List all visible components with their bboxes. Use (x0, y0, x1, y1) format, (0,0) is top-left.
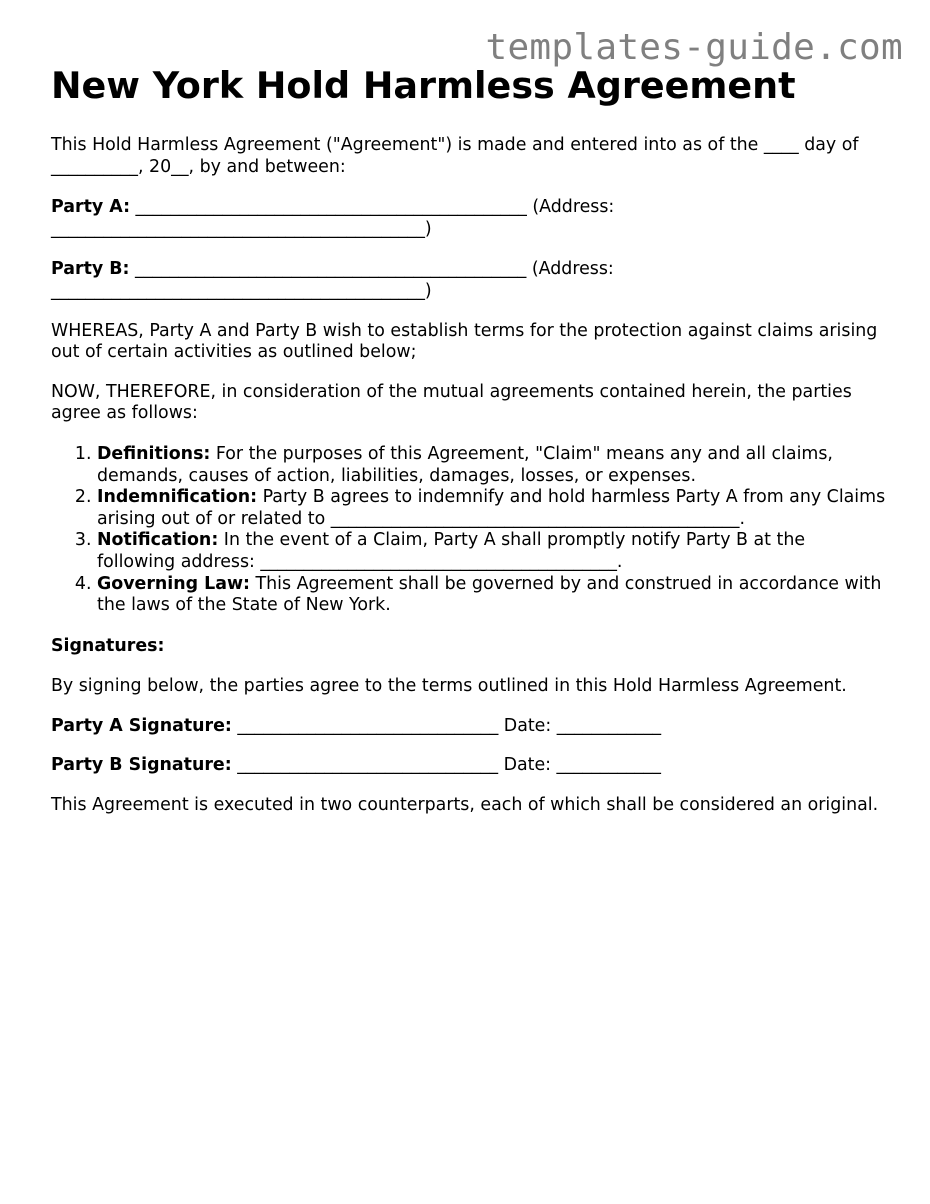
clause-list (51, 444, 886, 617)
signatures-heading-text: Signatures: (51, 635, 165, 656)
party-b-signature-label: Party B Signature: (51, 755, 232, 776)
party-a-label: Party A: (51, 197, 131, 218)
document-page (51, 64, 886, 817)
clause-indemnification (97, 487, 886, 530)
clause-text: This Agreement shall be governed by and construed in accordance with the laws of the State of New York. (97, 573, 882, 616)
clause-text: For the purposes of this Agreement, "Claim" means any and all claims, demands, causes of action, liabilities, damages, losses, or expenses. (97, 443, 833, 486)
clause-term: Indemnification: (97, 487, 258, 508)
clause-term: Notification: (97, 530, 219, 551)
whereas-paragraph: WHEREAS, Party A and Party B wish to establish terms for the protection against claims arising out of certain activities as outlined below; (51, 320, 878, 363)
closing-paragraph: This Agreement is executed in two counterparts, each of which shall be considered an original. (51, 795, 879, 816)
clause-term: Definitions: (97, 443, 211, 464)
clause-text: Party B agrees to indemnify and hold harmless Party A from any Claims arising out of or related to _______________________________________________. (97, 487, 886, 529)
clause-governing-law (97, 574, 886, 617)
party-b-signature-blank: ______________________________ Date: ____________ (231, 755, 661, 776)
party-b-signature-line (51, 755, 886, 777)
signatures-heading (51, 636, 886, 658)
by-signing-paragraph: By signing below, the parties agree to the terms outlined in this Hold Harmless Agreement. (51, 676, 847, 697)
party-a-signature-blank: ______________________________ Date: ____________ (231, 715, 662, 736)
clause-notification (97, 530, 886, 573)
now-therefore-paragraph: NOW, THEREFORE, in consideration of the mutual agreements contained herein, the parties agree as follows: (51, 381, 852, 424)
clause-definitions (97, 444, 886, 487)
clause-text: In the event of a Claim, Party A shall promptly notify Party B at the following address: _________________________________________. (97, 530, 806, 572)
party-b-line (51, 259, 886, 302)
party-a-signature-label: Party A Signature: (51, 715, 232, 736)
party-a-signature-line (51, 716, 886, 738)
party-b-label: Party B: (51, 259, 130, 280)
party-b-blank: _____________________________________________ (Address: ___________________________________________) (51, 259, 614, 301)
party-a-line (51, 197, 886, 240)
document-title: New York Hold Harmless Agreement (51, 64, 796, 107)
clause-term: Governing Law: (97, 573, 250, 594)
watermark: templates-guide.com (485, 27, 903, 68)
intro-paragraph: This Hold Harmless Agreement ("Agreement") is made and entered into as of the ____ day of __________, 20__, by and between: (51, 135, 859, 177)
party-a-blank: _____________________________________________ (Address: ___________________________________________) (51, 197, 615, 239)
